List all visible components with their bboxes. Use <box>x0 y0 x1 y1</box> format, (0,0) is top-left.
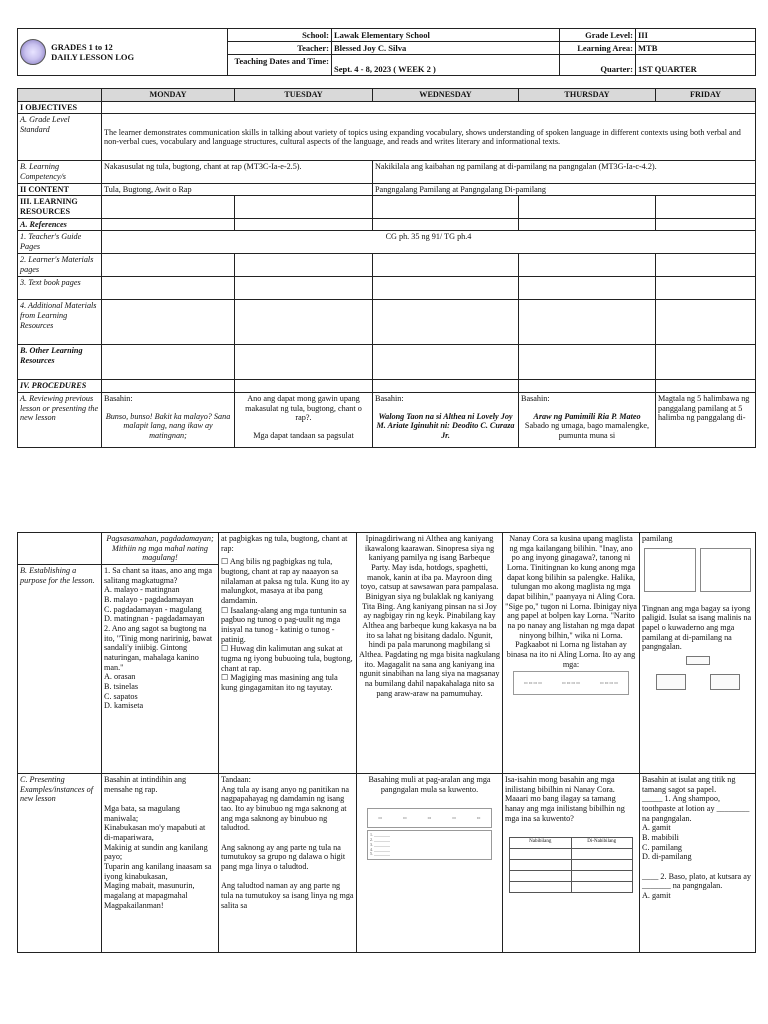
lesson-table-continued <box>17 532 756 953</box>
grade-standard-label: A. Grade Level Standard <box>18 114 102 161</box>
review-tuesday: Ano ang dapat mong gawin upang makasulat ng tula, bugtong, chant o rap?. Mga dapat tandaan sa pagsulat <box>235 393 373 448</box>
school-value: Lawak Elementary School <box>332 29 560 42</box>
tg-value: CG ph. 35 ng 91/ TG ph.4 <box>102 231 756 254</box>
grade-value: III <box>636 29 756 42</box>
competency-2: Nakikilala ang kaibahan ng pamilang at di-pamilang na pangngalan (MT3G-Ia-c-4.2). <box>373 161 756 183</box>
additional-materials-label: 4. Additional Materials from Learning Resources <box>18 300 102 345</box>
school-label: School: <box>228 29 332 42</box>
resources-label: III. LEARNING RESOURCES <box>18 196 102 218</box>
diagram-image <box>646 654 749 694</box>
review-monday-chant: Bunso, bunso! Bakit ka malayo? Sana malapit lang, nang ikaw ay matingnan; <box>105 411 231 441</box>
examples-thursday: Isa-isahin mong basahin ang mga inilistang bibilhin ni Nanay Cora. Maaari mo bang ilagay sa tamang hanay ang mga inilistang bibilhin ng mga ina sa kuwento? Nabibilang Di-Nabibilang <box>503 774 640 953</box>
chant-continued: Pagsasamahan, pagdadamayan; Mithiin ng mga mahal nating magulang! <box>102 533 219 565</box>
content-1: Tula, Bugtong, Awit o Rap <box>102 183 373 196</box>
review-label: A. Reviewing previous lesson or presenting the new lesson <box>18 393 102 448</box>
objectives-heading: I OBJECTIVES <box>18 101 102 114</box>
review-thursday: Basahin: Araw ng Pamimili Ria P. Mateo Sabado ng umaga, bago mamalengke, pumunta muna si <box>519 393 656 448</box>
content-label: II CONTENT <box>18 183 102 196</box>
corner-cell <box>18 89 102 102</box>
logo-cell <box>18 29 228 76</box>
purpose-monday: 1. Sa chant sa itaas, ano ang mga salitang magkatugma? A. malayo - matingnan B. malayo - pagdadamayan C. pagdadamayan - magulang D. matingnan - pagdadamayan 2. Ano ang sagot sa bugtong na ito, "Tinig mong naririnig, bawat sandali'y iniibig. Gintong naturingan, mahalaga kanino man." A. orasan B. tsinelas C. sapatos D. kamiseta <box>102 565 219 774</box>
day-friday: FRIDAY <box>656 89 756 102</box>
header-table <box>17 28 756 76</box>
examples-tuesday: Tandaan: Ang tula ay isang anyo ng panitikan na nagpapahayag ng damdamin ng isang tao. Ito ay binubuo ng mga saknong at ang mga saknong ay binubuo ng taludtod. Ang saknong ay ang parte ng tula na tumutukoy sa grupo ng dalawa o higit pang mga linya o taludtod. Ang taludtod naman ay ang parte ng tula na tumutukoy sa isang linya ng mga salita sa <box>219 774 357 953</box>
examples-monday: Basahin at intindihin ang mensahe ng rap. Mga bata, sa magulang maniwala; Kinabukasan mo'y mapabuti at di-mapariwara, Makinig at sundin ang kanilang payo; Tuparin ang kanilang inaasam sa iyong kinabukasan, Maging mabait, masunurin, magalang at mapagmahal Magpakailanman! <box>102 774 219 953</box>
quarter-value: 1ST QUARTER <box>636 55 756 76</box>
area-value: MTB <box>636 42 756 55</box>
other-resources-label: B. Other Learning Resources <box>18 345 102 380</box>
area-label: Learning Area: <box>560 42 636 55</box>
teacher-label: Teacher: <box>228 42 332 55</box>
deped-seal-icon <box>20 39 46 65</box>
grade-standard-text: The learner demonstrates communication skills in talking about variety of topics using expanding vocabulary, shows understanding of spoken language in different contexts using both verbal and non-verbal cues, vocabulary and language structures, cultural aspects of the language, and reads and writes literary and informational texts. <box>102 114 756 161</box>
story-title-pamimili: Araw ng Pamimili Ria P. Mateo <box>533 411 641 421</box>
lm-label: 2. Learner's Materials pages <box>18 254 102 277</box>
tg-label: 1. Teacher's Guide Pages <box>18 231 102 254</box>
review-wednesday: Basahin: Walong Taon na si Althea ni Lovely Joy M. Ariate Iginuhit ni: Deodito C. Curaza Jr. <box>373 393 519 448</box>
grade-label: Grade Level: <box>560 29 636 42</box>
lesson-log-page-2 <box>17 532 755 953</box>
noun-box-image: ▭ ▭ ▭ ▭ ▭ <box>367 808 492 828</box>
day-wednesday: WEDNESDAY <box>373 89 519 102</box>
purpose-label: B. Establishing a purpose for the lesson. <box>18 565 102 774</box>
examples-wednesday: Basahing muli at pag-aralan ang mga pangngalan mula sa kuwento. ▭ ▭ ▭ ▭ ▭ 1. ________ 2. ________ 3. ________ 4. ________ 5. ________ <box>357 774 503 953</box>
sorting-header-countable: Nabibilang <box>510 838 572 849</box>
competency-1: Nakasusulat ng tula, bugtong, chant at rap (MT3C-Ia-e-2.5). <box>102 161 373 183</box>
competency-label: B. Learning Competency/s <box>18 161 102 183</box>
examples-label: C. Presenting Examples/instances of new lesson <box>18 774 102 953</box>
quarter-label: Quarter: <box>560 55 636 76</box>
tuesday-guidelines: at pagbigkas ng tula, bugtong, chant at rap: ☐ Ang bilis ng pagbigkas ng tula, bugtong, chant at rap ay naaayon sa nilalaman at paksa ng tula. Kung ito ay malungkot, masaya at iba pang damdamin. ☐ Isaalang-alang ang mga tuntunin sa pagbuo ng tunog o pag-uulit ng mga inisyal na tunog - katinig o tunog - patinig. ☐ Huwag din kalimutan ang sukat at tugma ng iyong bubuoing tula, bugtong, chant at rap. ☐ Magiging mas masining ang tula kung gingagamitan ito ng tayutay. <box>219 533 357 774</box>
friday-activity: pamilang Tingnan ang mga bagay sa iyong paligid. Isulat sa isang malinis na papel o kuwaderno ang mga pamilang at di-pamilang na pangngalan. <box>640 533 756 774</box>
review-friday: Magtala ng 5 halimbawa ng panggalang pamilang at 5 halimba ng panggalang di- <box>656 393 756 448</box>
form-title-1: GRADES 1 to 12 <box>51 42 113 52</box>
two-column-chart-image <box>644 548 751 592</box>
sorting-table <box>509 837 633 893</box>
day-thursday: THURSDAY <box>519 89 656 102</box>
teacher-value: Blessed Joy C. Silva <box>332 42 560 55</box>
form-title-2: DAILY LESSON LOG <box>51 52 135 63</box>
worksheet-lines-image: 1. ________ 2. ________ 3. ________ 4. ________ 5. ________ <box>367 830 492 860</box>
review-monday: Basahin: Bunso, bunso! Bakit ka malayo? Sana malapit lang, nang ikaw ay matingnan; <box>102 393 235 448</box>
textbook-label: 3. Text book pages <box>18 277 102 300</box>
dates-label: Teaching Dates and Time: <box>228 55 332 76</box>
day-tuesday: TUESDAY <box>235 89 373 102</box>
wednesday-story: Ipinagdiriwang ni Althea ang kaniyang ikawalong kaarawan. Sinopresa siya ng kaniyang pamilya ng isang Barbeque Party. May isda, hotdogs, spaghetti, manok, kanin at iba pa. Mayroon ding toyo, catsup at sawsawan para pampalasa. Binigyan siya ng bulaklak ng kaniyang Tita Bing. Ang kaniyang pinsan na si Joy ay nagbigay rin ng keyk. Pinabilang kay Althea ang barbeque kung kakasya na ba ito sa lahat ng bisitang dadalo. Ngunit, hindi pa pala marunong magbilang si Althea. Pagdating ng mga bisita nagkulang ito. Magagalit na sana ang kaniyang ina ngunit sinabihan na lang siya na magsanay na bumilang dahil napakahalaga nito sa pang araw-araw na pamumuhay. <box>357 533 503 774</box>
story-title-althea: Walong Taon na si Althea ni Lovely Joy M. Ariate Iginuhit ni: Deodito C. Curaza Jr. <box>376 411 515 441</box>
shopping-list-image: ▭ ▭ ▭ ▭ ▭ ▭ ▭ ▭ ▭ ▭ ▭ ▭ <box>513 671 629 695</box>
sorting-header-noncountable: Di-Nabibilang <box>571 838 633 849</box>
references-label: A. References <box>18 218 102 231</box>
procedures-label: IV. PROCEDURES <box>18 380 102 393</box>
day-monday: MONDAY <box>102 89 235 102</box>
lesson-table <box>17 88 756 448</box>
dates-value: Sept. 4 - 8, 2023 ( WEEK 2 ) <box>332 55 560 76</box>
examples-friday: Basahin at isulat ang titik ng tamang sagot sa papel. _____ 1. Ang shampoo, toothpaste at lotion ay ________ na pangngalan. A. gamit B. mabibili C. pamilang D. di-pamilang ____ 2. Baso, plato, at kutsara ay _______ na pangngalan. A. gamit <box>640 774 756 953</box>
content-2: Pangngalang Pamilang at Pangngalang Di-pamilang <box>373 183 756 196</box>
lesson-log-page-1 <box>17 28 755 448</box>
thursday-story: Nanay Cora sa kusina upang maglista ng mga kailangang bilihin. "Inay, ano po ang inyong ginagawa?, tanong ni Lorna. Tinitingnan ko kung anong mga dapat kong bilihin sa palengke. Halika, tulungan mo akong maglista ng mga dapat bilihin," paanyaya ni Aling Cora. "Sige po," tugon ni Lorna. Ibinigay niya ang papel at bolpen kay Lorna. "Narito na po nanay ang listahan ng mga dapat ninyong bilhin," wika ni Lorna. Pagkaabot ni Lorna ng listahan ay binasa na ito ni Aling Lorna. Ito ay ang mga: ▭ ▭ ▭ ▭ ▭ ▭ ▭ ▭ ▭ ▭ ▭ ▭ <box>503 533 640 774</box>
